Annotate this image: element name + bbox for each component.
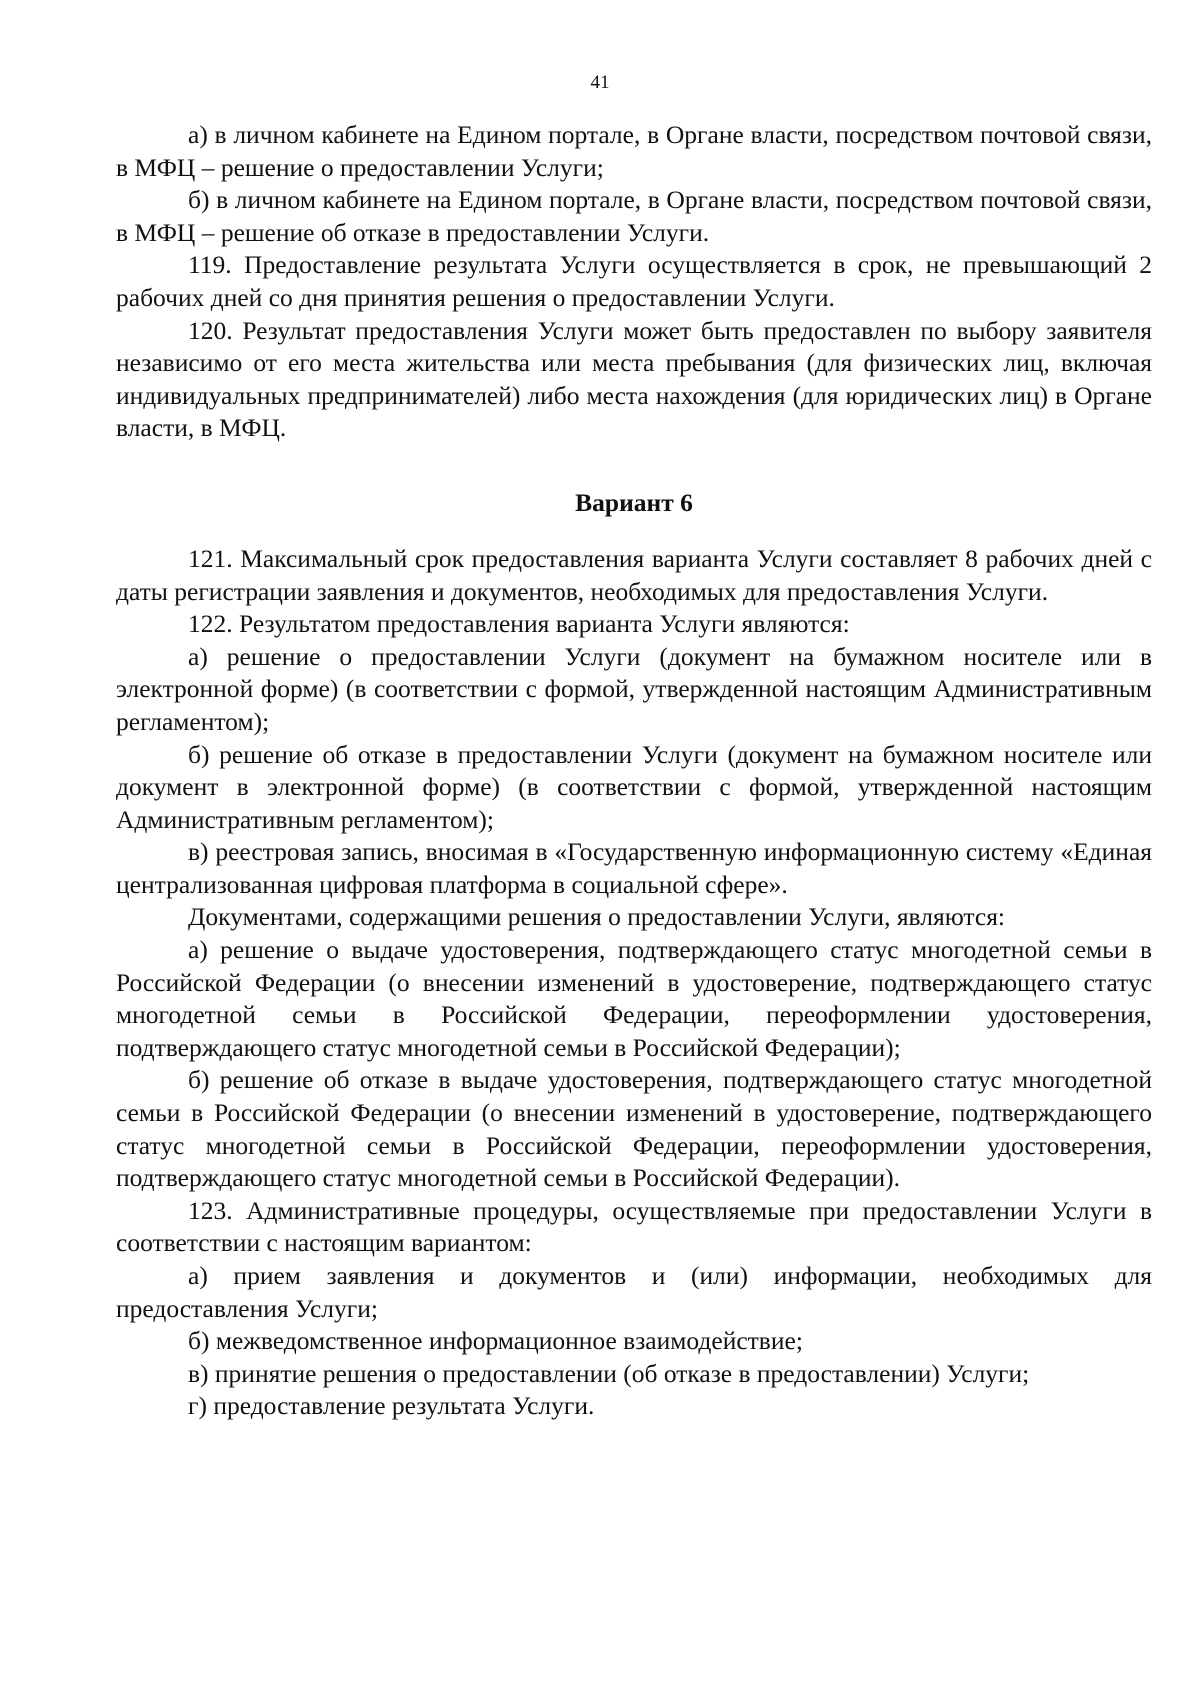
paragraph-123-a: а) прием заявления и документов и (или) информации, необходимых для предоставления Услуги; bbox=[116, 1261, 1152, 1323]
paragraph-119: 119. Предоставление результата Услуги осуществляется в срок, не превышающий 2 рабочих дней со дня принятия решения о предоставлении Услуги. bbox=[116, 250, 1152, 312]
paragraph-122: 122. Результатом предоставления варианта Услуги являются: bbox=[188, 609, 850, 639]
paragraph-decision-a: а) решение о выдаче удостоверения, подтверждающего статус многодетной семьи в Российской Федерации (о внесении изменений в удостоверение, подтверждающего статус многодетной семьи в Российской Федерации, переоформлении удостоверения, подтверждающего статус многодетной семьи в Российской Федерации); bbox=[116, 935, 1152, 1062]
paragraph-a-result-granted: а) в личном кабинете на Едином портале, в Органе власти, посредством почтовой связи, в МФЦ – решение о предоставлении Услуги; bbox=[116, 120, 1152, 182]
paragraph-122-b: б) решение об отказе в предоставлении Услуги (документ на бумажном носителе или документ в электронной форме) (в соответствии с формой, утвержденной настоящим Административным регламентом); bbox=[116, 739, 1152, 834]
paragraph-123-g: г) предоставление результата Услуги. bbox=[188, 1391, 595, 1421]
paragraph-b-result-refused: б) в личном кабинете на Едином портале, в Органе власти, посредством почтовой связи, в МФЦ – решение об отказе в предоставлении Услуги. bbox=[116, 185, 1152, 247]
paragraph-123-b: б) межведомственное информационное взаимодействие; bbox=[188, 1326, 803, 1356]
section-heading-variant-6: Вариант 6 bbox=[575, 487, 693, 517]
document-body bbox=[116, 119, 1152, 1423]
paragraph-decision-documents: Документами, содержащими решения о предоставлении Услуги, являются: bbox=[188, 902, 1006, 932]
paragraph-122-a: а) решение о предоставлении Услуги (документ на бумажном носителе или в электронной форме) (в соответствии с формой, утвержденной настоящим Административным регламентом); bbox=[116, 641, 1152, 736]
paragraph-123-v: в) принятие решения о предоставлении (об отказе в предоставлении) Услуги; bbox=[188, 1358, 1030, 1388]
paragraph-123: 123. Административные процедуры, осуществляемые при предоставлении Услуги в соответствии с настоящим вариантом: bbox=[116, 1195, 1152, 1258]
page-number: 41 bbox=[590, 72, 610, 93]
paragraph-120: 120. Результат предоставления Услуги может быть предоставлен по выбору заявителя независимо от его места жительства или места пребывания (для физических лиц, включая индивидуальных предпринимателей) либо места нахождения (для юридических лиц) в Органе власти, в МФЦ. bbox=[116, 315, 1152, 443]
paragraph-122-v: в) реестровая запись, вносимая в «Государственную информационную систему «Единая централизованная цифровая платформа в социальной сфере». bbox=[116, 837, 1152, 899]
paragraph-121: 121. Максимальный срок предоставления варианта Услуги составляет 8 рабочих дней с даты регистрации заявления и документов, необходимых для предоставления Услуги. bbox=[116, 543, 1152, 606]
paragraph-decision-b: б) решение об отказе в выдаче удостоверения, подтверждающего статус многодетной семьи в Российской Федерации (о внесении изменений в удостоверение, подтверждающего статус многодетной семьи в Российской Федерации, переоформлении удостоверения, подтверждающего статус многодетной семьи в Российской Федерации). bbox=[116, 1065, 1152, 1193]
